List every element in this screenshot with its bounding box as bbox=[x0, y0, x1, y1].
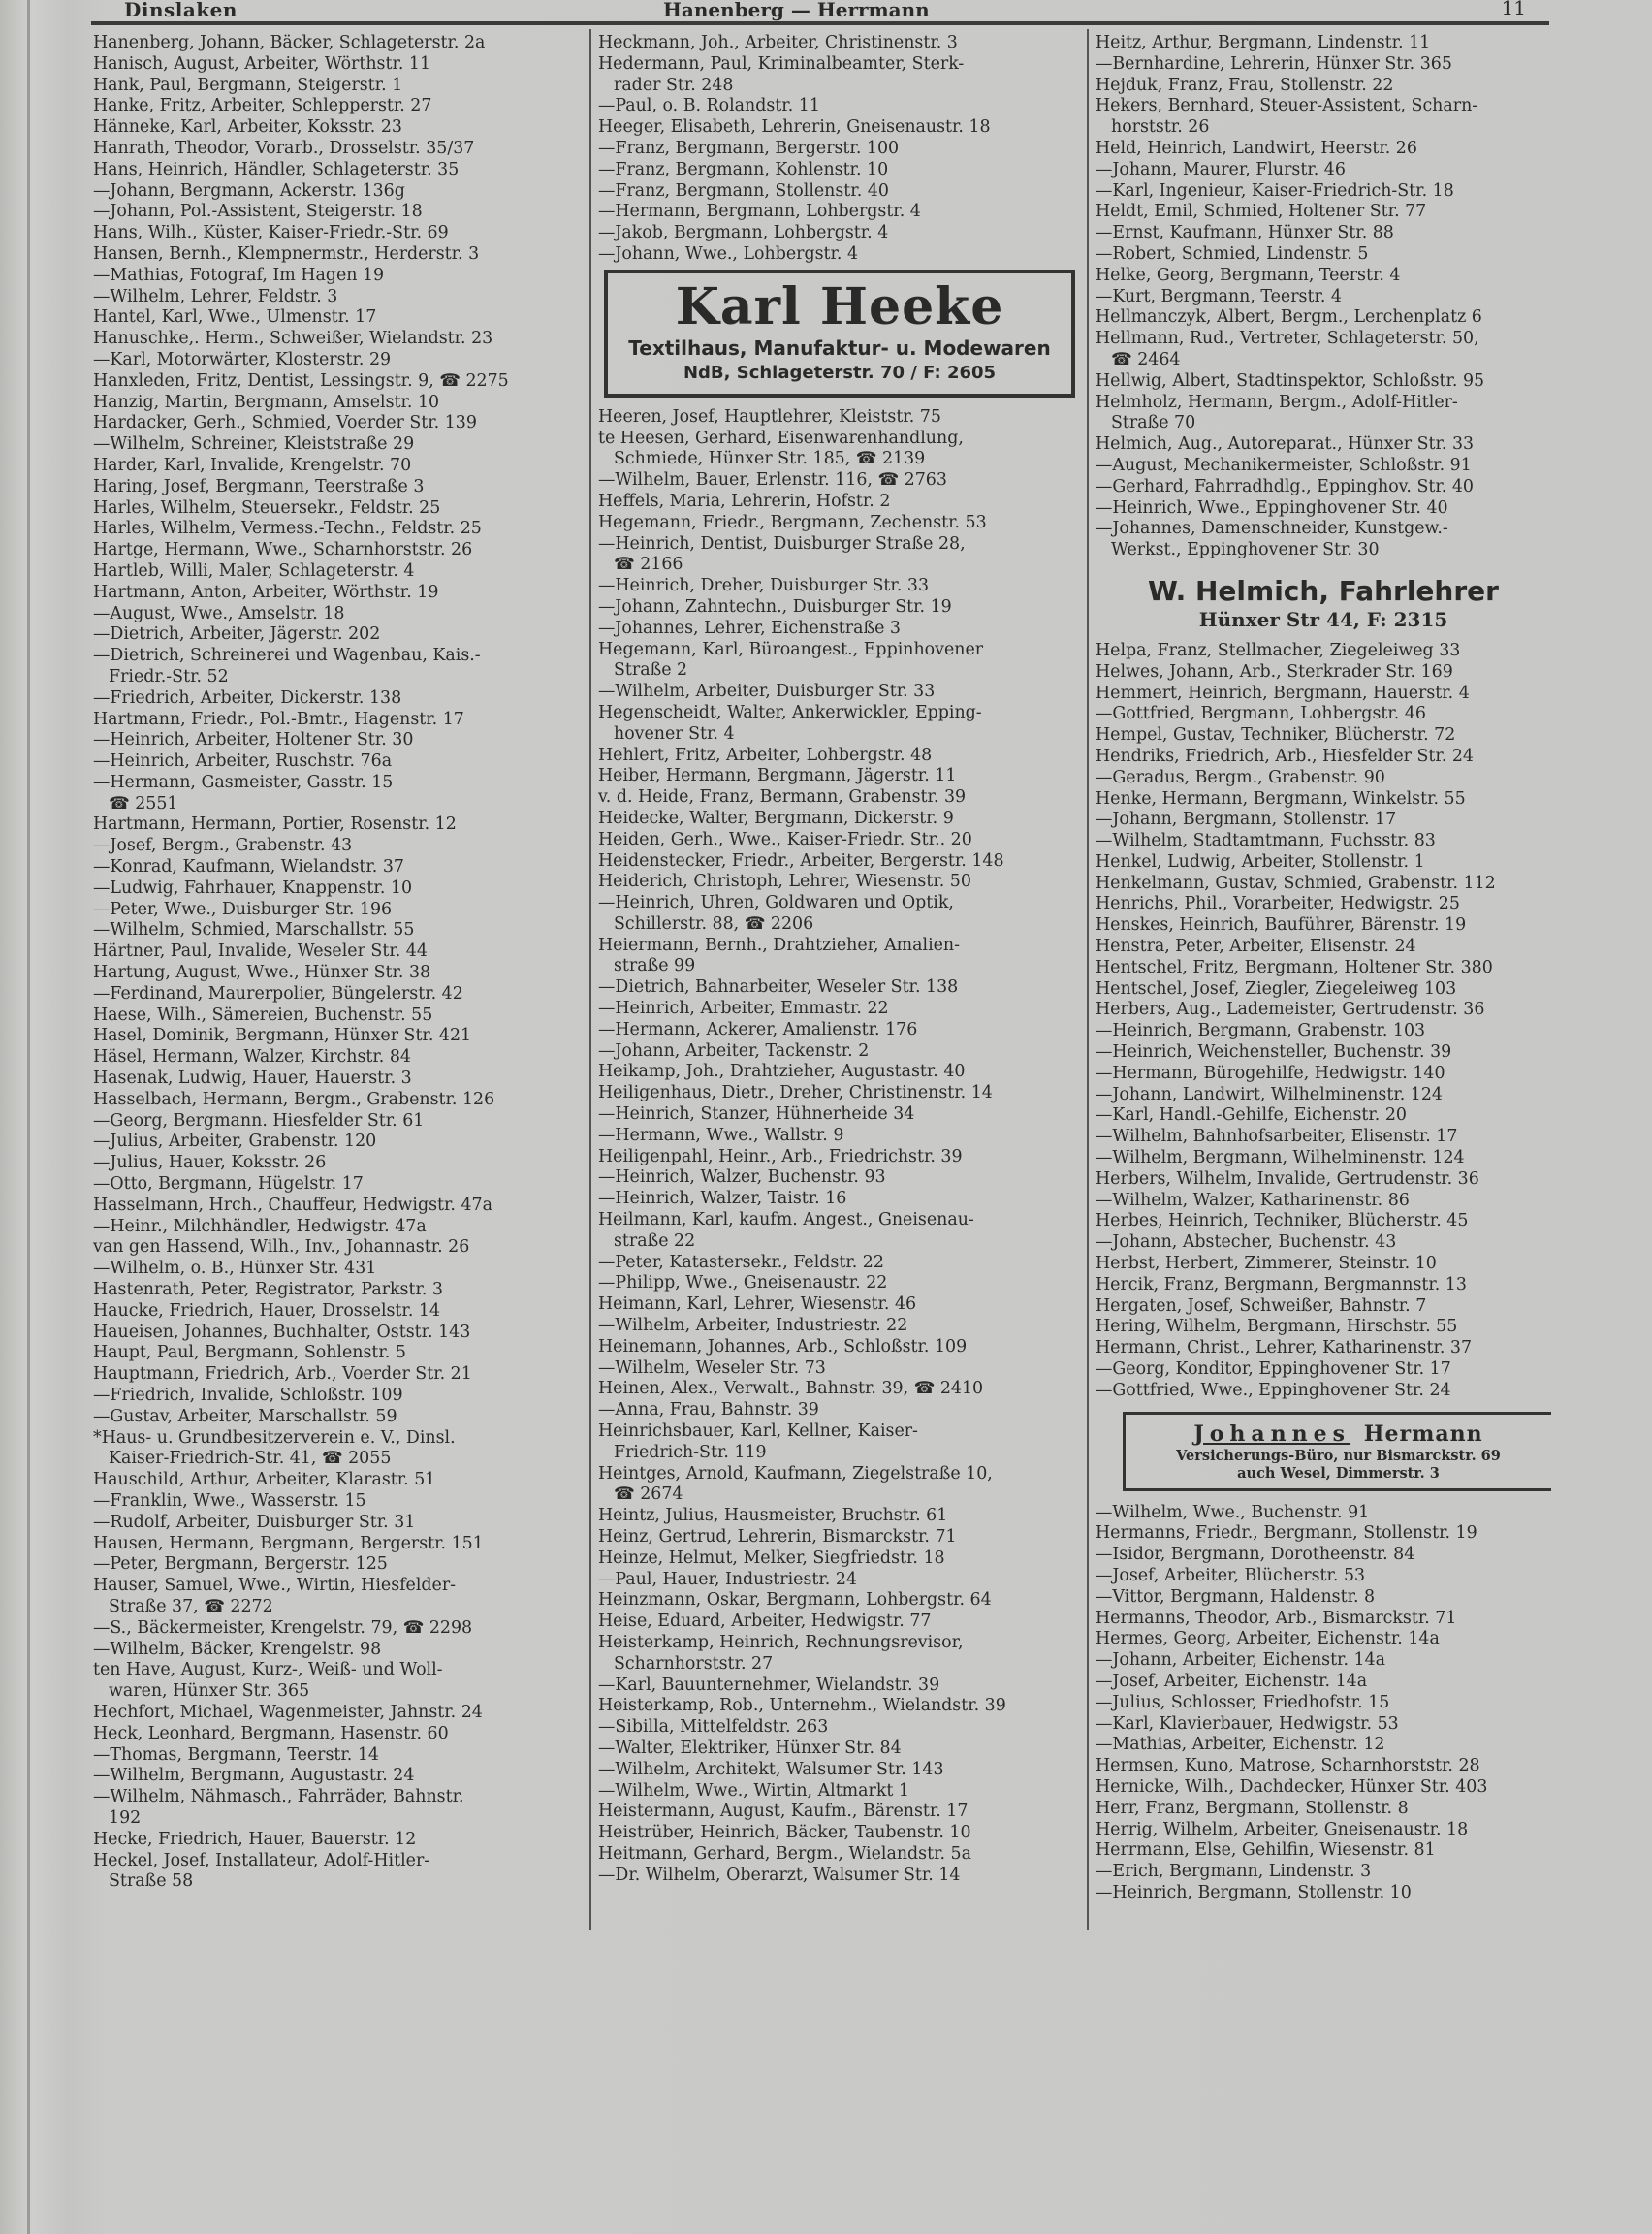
directory-entry: Held, Heinrich, Landwirt, Heerstr. 26 bbox=[1096, 138, 1417, 158]
directory-entry: Hausen, Hermann, Bergmann, Bergerstr. 151 bbox=[93, 1533, 484, 1553]
directory-entry: Hercik, Franz, Bergmann, Bergmannstr. 13 bbox=[1096, 1274, 1467, 1294]
directory-entry: —Wilhelm, Walzer, Katharinenstr. 86 bbox=[1096, 1190, 1410, 1210]
directory-entry: Hartmann, Hermann, Portier, Rosenstr. 12 bbox=[93, 814, 457, 835]
directory-entry: Heeren, Josef, Hauptlehrer, Kleiststr. 75 bbox=[598, 406, 941, 427]
directory-entry: Hanuschke,. Herm., Schweißer, Wielandstr. 23 bbox=[93, 329, 493, 349]
directory-entry: —Mathias, Fotograf, Im Hagen 19 bbox=[93, 265, 385, 285]
directory-entry-continuation: Kaiser-Friedrich-Str. 41, ☎ 2055 bbox=[109, 1449, 392, 1469]
directory-entry: Hardacker, Gerh., Schmied, Voerder Str. 139 bbox=[93, 413, 477, 433]
directory-entry: —Wilhelm, Arbeiter, Industriestr. 22 bbox=[598, 1316, 908, 1336]
directory-entry: Hanxleden, Fritz, Dentist, Lessingstr. 9, ☎ 2275 bbox=[93, 370, 509, 391]
directory-entry: —Heinrich, Uhren, Goldwaren und Optik, bbox=[598, 893, 954, 913]
directory-entry: Heinze, Helmut, Melker, Siegfriedstr. 18 bbox=[598, 1548, 945, 1568]
directory-entry: —Wilhelm, Weseler Str. 73 bbox=[598, 1357, 826, 1378]
column-2-entries-bottom bbox=[598, 407, 1083, 1887]
directory-entry: —Walter, Elektriker, Hünxer Str. 84 bbox=[598, 1738, 902, 1758]
directory-entry: —Karl, Bauunternehmer, Wielandstr. 39 bbox=[598, 1675, 940, 1695]
directory-entry: —Heinrich, Arbeiter, Ruschstr. 76a bbox=[93, 751, 393, 772]
directory-entry-continuation: hovener Str. 4 bbox=[614, 723, 735, 744]
directory-entry: Haring, Josef, Bergmann, Teerstraße 3 bbox=[93, 476, 425, 496]
directory-entry: —S., Bäckermeister, Krengelstr. 79, ☎ 2298 bbox=[93, 1617, 473, 1638]
directory-entry: Harder, Karl, Invalide, Krengelstr. 70 bbox=[93, 455, 412, 475]
directory-entry-continuation: Straße 37, ☎ 2272 bbox=[109, 1596, 273, 1616]
directory-entry: —Wilhelm, Bergmann, Augustastr. 24 bbox=[93, 1766, 415, 1786]
column-3-entries-top bbox=[1096, 33, 1551, 561]
directory-entry: —Kurt, Bergmann, Teerstr. 4 bbox=[1096, 286, 1342, 306]
directory-entry: —Wilhelm, Bauer, Erlenstr. 116, ☎ 2763 bbox=[598, 470, 947, 491]
directory-entry: Herbers, Aug., Lademeister, Gertrudenstr. 36 bbox=[1096, 1000, 1485, 1020]
directory-entry: —Johann, Zahntechn., Duisburger Str. 19 bbox=[598, 596, 952, 617]
directory-entry: Heinemann, Johannes, Arb., Schloßstr. 109 bbox=[598, 1336, 968, 1356]
directory-entry: Hasselbach, Hermann, Bergm., Grabenstr. 126 bbox=[93, 1089, 495, 1109]
directory-entry: Hermanns, Theodor, Arb., Bismarckstr. 71 bbox=[1096, 1608, 1457, 1628]
column-1 bbox=[93, 33, 584, 1893]
directory-entry: Henke, Hermann, Bergmann, Winkelstr. 55 bbox=[1096, 788, 1466, 809]
column-divider-1 bbox=[589, 29, 591, 1930]
directory-entry: Hantel, Karl, Wwe., Ulmenstr. 17 bbox=[93, 307, 377, 328]
directory-entry: Heinrichsbauer, Karl, Kellner, Kaiser- bbox=[598, 1421, 918, 1442]
page-header bbox=[91, 0, 1545, 21]
directory-entry-continuation: ☎ 2551 bbox=[109, 793, 178, 814]
ad-hermann-firstname: Johannes bbox=[1193, 1420, 1351, 1447]
directory-entry: —Josef, Arbeiter, Eichenstr. 14a bbox=[1096, 1671, 1368, 1691]
directory-entry: —Karl, Ingenieur, Kaiser-Friedrich-Str. 18 bbox=[1096, 180, 1454, 201]
directory-entry: Herrmann, Else, Gehilfin, Wiesenstr. 81 bbox=[1096, 1840, 1436, 1861]
directory-entry: Hartge, Hermann, Wwe., Scharnhorststr. 26 bbox=[93, 540, 473, 560]
directory-entry: Heidenstecker, Friedr., Arbeiter, Bergerstr. 148 bbox=[598, 850, 1004, 871]
directory-entry: te Heesen, Gerhard, Eisenwarenhandlung, bbox=[598, 428, 964, 448]
directory-entry: v. d. Heide, Franz, Bermann, Grabenstr. 39 bbox=[598, 787, 967, 808]
advertisement-johannes-hermann bbox=[1123, 1412, 1551, 1491]
directory-entry: Hank, Paul, Bergmann, Steigerstr. 1 bbox=[93, 75, 403, 95]
directory-entry: —Gustav, Arbeiter, Marschallstr. 59 bbox=[93, 1406, 397, 1426]
page-number: 11 bbox=[1501, 0, 1526, 19]
directory-entry: —Heinrich, Wwe., Eppinghovener Str. 40 bbox=[1096, 497, 1448, 518]
directory-entry: Hedermann, Paul, Kriminalbeamter, Sterk- bbox=[598, 53, 965, 74]
directory-entry: —Wilhelm, Schmied, Marschallstr. 55 bbox=[93, 920, 415, 941]
directory-entry: —Wilhelm, Architekt, Walsumer Str. 143 bbox=[598, 1759, 944, 1779]
directory-entry: Hentschel, Josef, Ziegler, Ziegeleiweg 103 bbox=[1096, 978, 1457, 999]
directory-entry-continuation: 192 bbox=[109, 1807, 142, 1828]
directory-entry: Henkel, Ludwig, Arbeiter, Stollenstr. 1 bbox=[1096, 851, 1425, 872]
directory-entry: Heimann, Karl, Lehrer, Wiesenstr. 46 bbox=[598, 1294, 917, 1315]
directory-entry: —Hermann, Bergmann, Lohbergstr. 4 bbox=[598, 202, 921, 222]
column-3 bbox=[1096, 33, 1551, 1904]
directory-entry: Heisterkamp, Heinrich, Rechnungsrevisor, bbox=[598, 1632, 964, 1652]
directory-entry: —Julius, Schlosser, Friedhofstr. 15 bbox=[1096, 1692, 1390, 1712]
directory-entry: Hasenak, Ludwig, Hauer, Hauerstr. 3 bbox=[93, 1069, 412, 1089]
directory-entry-continuation: ☎ 2464 bbox=[1111, 349, 1181, 369]
directory-entry: Hering, Wilhelm, Bergmann, Hirschstr. 55 bbox=[1096, 1317, 1458, 1337]
directory-entry: Heintz, Julius, Hausmeister, Bruchstr. 61 bbox=[598, 1506, 948, 1526]
directory-entry: Hanrath, Theodor, Vorarb., Drosselstr. 35/37 bbox=[93, 138, 475, 158]
directory-entry: Heeger, Elisabeth, Lehrerin, Gneisenaustr. 18 bbox=[598, 117, 991, 138]
column-2 bbox=[598, 33, 1083, 1887]
directory-entry: Hanke, Fritz, Arbeiter, Schlepperstr. 27 bbox=[93, 96, 432, 116]
directory-entry: —Ludwig, Fahrhauer, Knappenstr. 10 bbox=[93, 878, 413, 898]
directory-entry: —Heinrich, Arbeiter, Emmastr. 22 bbox=[598, 999, 889, 1019]
directory-entry: Haueisen, Johannes, Buchhalter, Oststr. 143 bbox=[93, 1322, 471, 1342]
directory-entry: —Franz, Bergmann, Bergerstr. 100 bbox=[598, 138, 900, 158]
directory-entry: Hegemann, Karl, Büroangest., Eppinhovener bbox=[598, 639, 984, 659]
directory-entry: —Geradus, Bergm., Grabenstr. 90 bbox=[1096, 767, 1385, 787]
directory-entry: Haese, Wilh., Sämereien, Buchenstr. 55 bbox=[93, 1005, 433, 1025]
directory-entry: Heikamp, Joh., Drahtzieher, Augustastr. 40 bbox=[598, 1062, 966, 1082]
directory-entry: —Hermann, Wwe., Wallstr. 9 bbox=[598, 1125, 844, 1145]
directory-entry: Heisterkamp, Rob., Unternehm., Wielandstr. 39 bbox=[598, 1696, 1006, 1716]
directory-entry: —Wilhelm, Schreiner, Kleiststraße 29 bbox=[93, 434, 415, 455]
directory-entry: —Heinrich, Dreher, Duisburger Str. 33 bbox=[598, 576, 930, 596]
directory-entry: Hanzig, Martin, Bergmann, Amselstr. 10 bbox=[93, 392, 440, 412]
header-range: Hanenberg — Herrmann bbox=[663, 0, 930, 21]
directory-entry: —Paul, Hauer, Industriestr. 24 bbox=[598, 1569, 857, 1589]
directory-entry: Heckmann, Joh., Arbeiter, Christinenstr. 3 bbox=[598, 33, 958, 52]
directory-entry: —Dr. Wilhelm, Oberarzt, Walsumer Str. 14 bbox=[598, 1865, 961, 1885]
directory-entry: Hermann, Christ., Lehrer, Katharinenstr. 37 bbox=[1096, 1338, 1473, 1358]
directory-entry: Herr, Franz, Bergmann, Stollenstr. 8 bbox=[1096, 1798, 1409, 1818]
directory-entry: van gen Hassend, Wilh., Inv., Johannastr. 26 bbox=[93, 1237, 470, 1258]
directory-entry: Heintges, Arnold, Kaufmann, Ziegelstraße 10, bbox=[598, 1463, 993, 1484]
directory-entry: —Robert, Schmied, Lindenstr. 5 bbox=[1096, 243, 1369, 264]
directory-entry: Heidecke, Walter, Bergmann, Dickerstr. 9 bbox=[598, 808, 954, 828]
directory-entry: Hartung, August, Wwe., Hünxer Str. 38 bbox=[93, 963, 431, 983]
directory-entry: Hermanns, Friedr., Bergmann, Stollenstr. 19 bbox=[1096, 1523, 1477, 1544]
directory-entry: —Franz, Bergmann, Kohlenstr. 10 bbox=[598, 159, 889, 179]
directory-entry: —August, Wwe., Amselstr. 18 bbox=[93, 603, 345, 623]
directory-entry: Hendriks, Friedrich, Arb., Hiesfelder Str. 24 bbox=[1096, 746, 1474, 766]
directory-entry: Hauptmann, Friedrich, Arb., Voerder Str. 21 bbox=[93, 1364, 472, 1385]
ad-hermann-name bbox=[1126, 1420, 1551, 1448]
directory-entry: —Peter, Wwe., Duisburger Str. 196 bbox=[93, 899, 393, 919]
directory-entry: ten Have, August, Kurz-, Weiß- und Woll- bbox=[93, 1660, 443, 1680]
directory-entry: Hecke, Friedrich, Hauer, Bauerstr. 12 bbox=[93, 1829, 417, 1849]
directory-entry: —Anna, Frau, Bahnstr. 39 bbox=[598, 1400, 819, 1420]
directory-entry: —Franz, Bergmann, Stollenstr. 40 bbox=[598, 180, 889, 201]
directory-entry: —Johann, Pol.-Assistent, Steigerstr. 18 bbox=[93, 202, 423, 222]
directory-entry: —Philipp, Wwe., Gneisenaustr. 22 bbox=[598, 1273, 888, 1293]
directory-entry: —Gottfried, Bergmann, Lohbergstr. 46 bbox=[1096, 704, 1426, 724]
directory-entry: —Mathias, Arbeiter, Eichenstr. 12 bbox=[1096, 1735, 1385, 1755]
directory-entry: —Wilhelm, Arbeiter, Duisburger Str. 33 bbox=[598, 682, 936, 702]
directory-entry: Hanenberg, Johann, Bäcker, Schlageterstr. 2a bbox=[93, 33, 486, 52]
column-divider-2 bbox=[1087, 29, 1089, 1930]
directory-entry: Hellwig, Albert, Stadtinspektor, Schloßstr. 95 bbox=[1096, 370, 1485, 391]
ad-heeke-name: Karl Heeke bbox=[675, 276, 1004, 336]
directory-entry: —Josef, Bergm., Grabenstr. 43 bbox=[93, 836, 353, 856]
directory-entry-continuation: Scharnhorststr. 27 bbox=[614, 1653, 774, 1674]
directory-entry: —Heinrich, Stanzer, Hühnerheide 34 bbox=[598, 1104, 915, 1125]
directory-entry: —Julius, Arbeiter, Grabenstr. 120 bbox=[93, 1132, 377, 1152]
directory-entry: Helwes, Johann, Arb., Sterkrader Str. 169 bbox=[1096, 661, 1453, 682]
directory-entry: Herbes, Heinrich, Techniker, Blücherstr. 45 bbox=[1096, 1211, 1469, 1231]
directory-entry: Hegemann, Friedr., Bergmann, Zechenstr. 53 bbox=[598, 512, 987, 532]
header-city: Dinslaken bbox=[124, 0, 238, 21]
advertisement-karl-heeke bbox=[604, 270, 1075, 398]
directory-entry: Hartmann, Friedr., Pol.-Bmtr., Hagenstr. 17 bbox=[93, 709, 464, 729]
directory-entry: Hechfort, Michael, Wagenmeister, Jahnstr. 24 bbox=[93, 1702, 483, 1722]
directory-entry-continuation: Werkst., Eppinghovener Str. 30 bbox=[1111, 540, 1380, 560]
ad-hermann-line2: auch Wesel, Dimmerstr. 3 bbox=[1237, 1464, 1440, 1482]
directory-entry: —Johann, Wwe., Lohbergstr. 4 bbox=[598, 243, 859, 264]
directory-entry: —Gottfried, Wwe., Eppinghovener Str. 24 bbox=[1096, 1380, 1451, 1400]
binding-edge bbox=[27, 0, 30, 2234]
directory-entry: Heiber, Hermann, Bergmann, Jägerstr. 11 bbox=[598, 766, 957, 786]
directory-entry-continuation: straße 99 bbox=[614, 956, 696, 976]
directory-entry: —Johann, Bergmann, Ackerstr. 136g bbox=[93, 180, 405, 201]
directory-entry: Henstra, Peter, Arbeiter, Elisenstr. 24 bbox=[1096, 937, 1416, 957]
directory-entry: —Wilhelm, Bäcker, Krengelstr. 98 bbox=[93, 1639, 382, 1659]
directory-entry: —Hermann, Bürogehilfe, Hedwigstr. 140 bbox=[1096, 1063, 1446, 1083]
directory-entry: Heinzmann, Oskar, Bergmann, Lohbergstr. 64 bbox=[598, 1590, 992, 1611]
directory-entry: Hellmann, Rud., Vertreter, Schlageterstr. 50, bbox=[1096, 329, 1479, 349]
directory-entry: —Heinrich, Walzer, Buchenstr. 93 bbox=[598, 1167, 886, 1188]
directory-entry: Hegenscheidt, Walter, Ankerwickler, Epping- bbox=[598, 702, 982, 722]
directory-entry: —Otto, Bergmann, Hügelstr. 17 bbox=[93, 1174, 364, 1195]
directory-entry-continuation: Friedr.-Str. 52 bbox=[109, 666, 229, 686]
directory-entry: Hekers, Bernhard, Steuer-Assistent, Scharn- bbox=[1096, 96, 1478, 116]
ad-hermann-lastname: Hermann bbox=[1363, 1420, 1483, 1447]
header-rule bbox=[91, 21, 1549, 25]
directory-entry: Heitz, Arthur, Bergmann, Lindenstr. 11 bbox=[1096, 33, 1431, 52]
directory-entry: —Johannes, Damenschneider, Kunstgew.- bbox=[1096, 519, 1448, 539]
directory-entry: —Wilhelm, Wwe., Buchenstr. 91 bbox=[1096, 1502, 1370, 1522]
directory-entry: Heiermann, Bernh., Drahtzieher, Amalien- bbox=[598, 935, 960, 955]
directory-entry: Herrig, Wilhelm, Arbeiter, Gneisenaustr. 18 bbox=[1096, 1819, 1469, 1839]
directory-entry: —Heinrich, Weichensteller, Buchenstr. 39 bbox=[1096, 1042, 1452, 1063]
directory-entry-continuation: horststr. 26 bbox=[1111, 117, 1210, 138]
directory-entry: —Vittor, Bergmann, Haldenstr. 8 bbox=[1096, 1586, 1376, 1607]
directory-entry: —Wilhelm, o. B., Hünxer Str. 431 bbox=[93, 1259, 377, 1279]
directory-entry: Hemmert, Heinrich, Bergmann, Hauerstr. 4 bbox=[1096, 683, 1470, 703]
directory-entry: Hans, Heinrich, Händler, Schlageterstr. 35 bbox=[93, 159, 460, 179]
directory-entry: Hergaten, Josef, Schweißer, Bahnstr. 7 bbox=[1096, 1295, 1427, 1316]
directory-entry-continuation: ☎ 2674 bbox=[614, 1484, 683, 1505]
directory-entry: —Bernhardine, Lehrerin, Hünxer Str. 365 bbox=[1096, 53, 1452, 74]
directory-entry: Herbers, Wilhelm, Invalide, Gertrudenstr. 36 bbox=[1096, 1168, 1479, 1189]
directory-entry: —Ernst, Kaufmann, Hünxer Str. 88 bbox=[1096, 223, 1394, 243]
directory-entry-continuation: Schmiede, Hünxer Str. 185, ☎ 2139 bbox=[614, 449, 926, 469]
directory-entry: Hermes, Georg, Arbeiter, Eichenstr. 14a bbox=[1096, 1629, 1440, 1649]
directory-entry-continuation: Friedrich-Str. 119 bbox=[614, 1442, 767, 1462]
directory-entry: Heinen, Alex., Verwalt., Bahnstr. 39, ☎ 2410 bbox=[598, 1379, 984, 1399]
directory-entry: Hartmann, Anton, Arbeiter, Wörthstr. 19 bbox=[93, 582, 439, 602]
directory-entry: Heiderich, Christoph, Lehrer, Wiesenstr. 50 bbox=[598, 872, 971, 892]
directory-entry: Heiligenpahl, Heinr., Arb., Friedrichstr. 39 bbox=[598, 1146, 963, 1166]
column-2-entries-top bbox=[598, 33, 1083, 266]
directory-entry: —Gerhard, Fahrradhdlg., Eppinghov. Str. 40 bbox=[1096, 476, 1474, 496]
directory-entry: Heitmann, Gerhard, Bergm., Wielandstr. 5a bbox=[598, 1843, 971, 1864]
directory-entry: Hermsen, Kuno, Matrose, Scharnhorststr. 28 bbox=[1096, 1756, 1480, 1776]
directory-entry: —Heinrich, Walzer, Taistr. 16 bbox=[598, 1189, 847, 1209]
directory-entry: —Dietrich, Bahnarbeiter, Weseler Str. 138 bbox=[598, 977, 959, 998]
directory-entry: Haupt, Paul, Bergmann, Sohlenstr. 5 bbox=[93, 1343, 406, 1363]
directory-entry: —Wilhelm, Bahnhofsarbeiter, Elisenstr. 17 bbox=[1096, 1127, 1458, 1147]
directory-entry: Haucke, Friedrich, Hauer, Drosselstr. 14 bbox=[93, 1300, 441, 1321]
directory-entry: —August, Mechanikermeister, Schloßstr. 91 bbox=[1096, 455, 1472, 475]
directory-entry: Hentschel, Fritz, Bergmann, Holtener Str. 380 bbox=[1096, 957, 1493, 977]
directory-entry: Hansen, Bernh., Klempnermstr., Herderstr. 3 bbox=[93, 243, 480, 264]
directory-entry-continuation: straße 22 bbox=[614, 1230, 696, 1251]
directory-entry: Helke, Georg, Bergmann, Teerstr. 4 bbox=[1096, 265, 1401, 285]
directory-entry: Härtner, Paul, Invalide, Weseler Str. 44 bbox=[93, 941, 428, 962]
directory-entry: —Heinrich, Dentist, Duisburger Straße 28, bbox=[598, 533, 966, 554]
directory-entry-continuation: waren, Hünxer Str. 365 bbox=[109, 1681, 310, 1702]
directory-entry: Harles, Wilhelm, Steuersekr., Feldstr. 25 bbox=[93, 497, 441, 518]
directory-entry: —Thomas, Bergmann, Teerstr. 14 bbox=[93, 1744, 379, 1765]
directory-entry-continuation: Straße 2 bbox=[614, 660, 688, 681]
directory-entry: Heilmann, Karl, kaufm. Angest., Gneisenau- bbox=[598, 1210, 974, 1230]
directory-entry: Helpa, Franz, Stellmacher, Ziegeleiweg 33 bbox=[1096, 640, 1461, 660]
directory-entry: Hejduk, Franz, Frau, Stollenstr. 22 bbox=[1096, 75, 1394, 95]
directory-entry: —Heinrich, Bergmann, Stollenstr. 10 bbox=[1096, 1882, 1412, 1902]
directory-entry: Hasselmann, Hrch., Chauffeur, Hedwigstr. 47a bbox=[93, 1195, 492, 1215]
directory-entry: —Erich, Bergmann, Lindenstr. 3 bbox=[1096, 1862, 1372, 1882]
directory-entry: Häsel, Hermann, Walzer, Kirchstr. 84 bbox=[93, 1047, 411, 1068]
directory-entry: Herbst, Herbert, Zimmerer, Steinstr. 10 bbox=[1096, 1254, 1437, 1274]
directory-entry: *Haus- u. Grundbesitzerverein e. V., Dinsl. bbox=[93, 1427, 456, 1448]
directory-entry: Heise, Eduard, Arbeiter, Hedwigstr. 77 bbox=[598, 1612, 932, 1632]
directory-entry: Heiden, Gerh., Wwe., Kaiser-Friedr. Str.. 20 bbox=[598, 829, 972, 849]
advertisement-w-helmich bbox=[1096, 575, 1551, 631]
directory-entry: —Karl, Handl.-Gehilfe, Eichenstr. 20 bbox=[1096, 1105, 1407, 1126]
ad-hermann-line1: Versicherungs-Büro, nur Bismarckstr. 69 bbox=[1176, 1447, 1501, 1464]
directory-entry: Heistermann, August, Kaufm., Bärenstr. 17 bbox=[598, 1802, 969, 1822]
directory-entry: Hehlert, Fritz, Arbeiter, Lohbergstr. 48 bbox=[598, 745, 933, 765]
directory-entry: —Johann, Abstecher, Buchenstr. 43 bbox=[1096, 1232, 1397, 1253]
directory-entry: —Julius, Hauer, Koksstr. 26 bbox=[93, 1153, 327, 1173]
directory-entry: —Johann, Arbeiter, Eichenstr. 14a bbox=[1096, 1650, 1386, 1671]
directory-entry: —Wilhelm, Lehrer, Feldstr. 3 bbox=[93, 286, 338, 306]
directory-entry: —Wilhelm, Bergmann, Wilhelminenstr. 124 bbox=[1096, 1148, 1465, 1168]
directory-entry: —Isidor, Bergmann, Dorotheenstr. 84 bbox=[1096, 1545, 1415, 1565]
directory-entry: Heldt, Emil, Schmied, Holtener Str. 77 bbox=[1096, 202, 1427, 222]
directory-entry: Heck, Leonhard, Bergmann, Hasenstr. 60 bbox=[93, 1723, 449, 1743]
directory-entry: —Jakob, Bergmann, Lohbergstr. 4 bbox=[598, 223, 889, 243]
directory-entry: Helmich, Aug., Autoreparat., Hünxer Str. 33 bbox=[1096, 434, 1475, 455]
directory-entry: —Johannes, Lehrer, Eichenstraße 3 bbox=[598, 618, 901, 638]
directory-entry: Henrichs, Phil., Vorarbeiter, Hedwigstr. 25 bbox=[1096, 894, 1460, 914]
directory-entry: Heinz, Gertrud, Lehrerin, Bismarckstr. 71 bbox=[598, 1527, 957, 1547]
ad-heeke-line2: NdB, Schlageterstr. 70 / F: 2605 bbox=[683, 362, 997, 383]
column-3-entries-bottom bbox=[1096, 1503, 1551, 1904]
directory-entry: Helmholz, Hermann, Bergm., Adolf-Hitler- bbox=[1096, 392, 1458, 412]
directory-entry: —Sibilla, Mittelfeldstr. 263 bbox=[598, 1717, 829, 1738]
directory-entry: Hasel, Dominik, Bergmann, Hünxer Str. 421 bbox=[93, 1026, 472, 1046]
directory-entry: —Peter, Katastersekr., Feldstr. 22 bbox=[598, 1252, 884, 1272]
directory-entry: Hellmanczyk, Albert, Bergm., Lerchenplatz 6 bbox=[1096, 307, 1482, 328]
directory-entry: —Friedrich, Arbeiter, Dickerstr. 138 bbox=[93, 687, 402, 708]
directory-entry: Hans, Wilh., Küster, Kaiser-Friedr.-Str. 69 bbox=[93, 223, 449, 243]
directory-entry: Hanisch, August, Arbeiter, Wörthstr. 11 bbox=[93, 53, 431, 74]
directory-entry: Hauschild, Arthur, Arbeiter, Klarastr. 51 bbox=[93, 1470, 436, 1490]
directory-entry-continuation: Schillerstr. 88, ☎ 2206 bbox=[614, 913, 814, 934]
directory-entry: —Wilhelm, Wwe., Wirtin, Altmarkt 1 bbox=[598, 1780, 909, 1801]
directory-entry: Harles, Wilhelm, Vermess.-Techn., Feldstr. 25 bbox=[93, 519, 482, 539]
directory-entry: —Heinrich, Arbeiter, Holtener Str. 30 bbox=[93, 730, 414, 750]
directory-entry: —Rudolf, Arbeiter, Duisburger Str. 31 bbox=[93, 1512, 416, 1532]
directory-entry: —Konrad, Kaufmann, Wielandstr. 37 bbox=[93, 857, 404, 878]
directory-entry: —Peter, Bergmann, Bergerstr. 125 bbox=[93, 1554, 388, 1575]
column-3-entries-middle bbox=[1096, 641, 1551, 1402]
directory-entry: Henskes, Heinrich, Bauführer, Bärenstr. 19 bbox=[1096, 915, 1467, 936]
directory-entry: —Hermann, Gasmeister, Gasstr. 15 bbox=[93, 772, 394, 792]
directory-entry: Hastenrath, Peter, Registrator, Parkstr. 3 bbox=[93, 1280, 443, 1300]
directory-entry: —Wilhelm, Stadtamtmann, Fuchsstr. 83 bbox=[1096, 831, 1436, 851]
directory-entry-continuation: rader Str. 248 bbox=[614, 75, 734, 95]
directory-entry: —Dietrich, Schreinerei und Wagenbau, Kais.- bbox=[93, 646, 481, 666]
ad-heeke-line1: Textilhaus, Manufaktur- u. Modewaren bbox=[628, 335, 1051, 360]
directory-entry: Heffels, Maria, Lehrerin, Hofstr. 2 bbox=[598, 491, 891, 511]
ad-helmich-line1: Hünxer Str 44, F: 2315 bbox=[1198, 607, 1448, 631]
directory-entry: —Heinr., Milchhändler, Hedwigstr. 47a bbox=[93, 1216, 427, 1236]
directory-entry: —Hermann, Ackerer, Amalienstr. 176 bbox=[598, 1019, 918, 1039]
directory-entry: —Franklin, Wwe., Wasserstr. 15 bbox=[93, 1490, 366, 1511]
directory-entry: Hänneke, Karl, Arbeiter, Koksstr. 23 bbox=[93, 117, 402, 138]
directory-entry: Hempel, Gustav, Techniker, Blücherstr. 72 bbox=[1096, 725, 1456, 746]
directory-entry: —Heinrich, Bergmann, Grabenstr. 103 bbox=[1096, 1021, 1426, 1041]
directory-entry: Heistrüber, Heinrich, Bäcker, Taubenstr. 10 bbox=[598, 1823, 971, 1843]
directory-entry: —Karl, Motorwärter, Klosterstr. 29 bbox=[93, 349, 392, 369]
directory-entry: —Johann, Bergmann, Stollenstr. 17 bbox=[1096, 810, 1397, 830]
directory-entry: Hartleb, Willi, Maler, Schlageterstr. 4 bbox=[93, 560, 415, 581]
directory-entry-continuation: ☎ 2166 bbox=[614, 555, 683, 575]
directory-entry: Heckel, Josef, Installateur, Adolf-Hitler- bbox=[93, 1850, 430, 1870]
directory-entry: —Georg, Konditor, Eppinghovener Str. 17 bbox=[1096, 1359, 1451, 1380]
directory-entry: —Johann, Maurer, Flurstr. 46 bbox=[1096, 159, 1346, 179]
directory-entry: —Josef, Arbeiter, Blücherstr. 53 bbox=[1096, 1566, 1366, 1585]
directory-entry: Henkelmann, Gustav, Schmied, Grabenstr. 112 bbox=[1096, 873, 1496, 893]
directory-entry-continuation: Straße 58 bbox=[109, 1871, 194, 1892]
directory-entry: —Friedrich, Invalide, Schloßstr. 109 bbox=[93, 1386, 403, 1405]
directory-entry: Hauser, Samuel, Wwe., Wirtin, Hiesfelder- bbox=[93, 1576, 457, 1596]
directory-entry: —Paul, o. B. Rolandstr. 11 bbox=[598, 96, 820, 116]
directory-entry: —Johann, Arbeiter, Tackenstr. 2 bbox=[598, 1040, 870, 1061]
directory-entry: —Georg, Bergmann. Hiesfelder Str. 61 bbox=[93, 1110, 425, 1131]
directory-entry: —Johann, Landwirt, Wilhelminenstr. 124 bbox=[1096, 1084, 1443, 1104]
directory-entry: —Dietrich, Arbeiter, Jägerstr. 202 bbox=[93, 624, 381, 645]
directory-entry-continuation: Straße 70 bbox=[1111, 413, 1196, 433]
directory-entry: Heiligenhaus, Dietr., Dreher, Christinenstr. 14 bbox=[598, 1083, 993, 1103]
directory-entry: —Karl, Klavierbauer, Hedwigstr. 53 bbox=[1096, 1713, 1399, 1734]
ad-helmich-name: W. Helmich, Fahrlehrer bbox=[1148, 574, 1499, 607]
directory-entry: —Wilhelm, Nähmasch., Fahrräder, Bahnstr. bbox=[93, 1787, 464, 1807]
directory-entry: Hernicke, Wilh., Dachdecker, Hünxer Str. 403 bbox=[1096, 1776, 1488, 1797]
directory-entry: —Ferdinand, Maurerpolier, Büngelerstr. 42 bbox=[93, 983, 463, 1004]
